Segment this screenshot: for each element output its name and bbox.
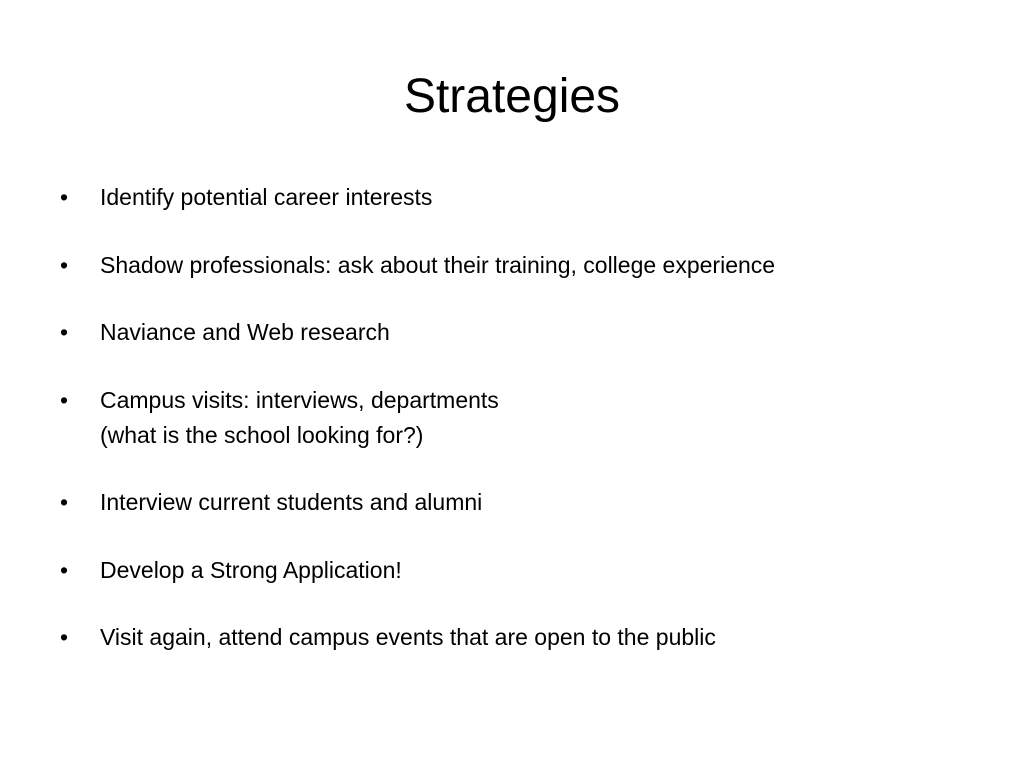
bullet-item xyxy=(56,553,976,588)
bullet-item xyxy=(56,485,976,520)
bullet-icon: • xyxy=(60,386,69,413)
bullet-text: Naviance and Web research xyxy=(100,319,390,345)
bullet-item xyxy=(56,248,976,283)
bullet-text: Visit again, attend campus events that are open to the public xyxy=(100,624,716,650)
bullet-item xyxy=(56,180,976,215)
bullet-item xyxy=(56,620,976,655)
bullet-item xyxy=(56,315,976,350)
bullet-text: Develop a Strong Application! xyxy=(100,556,402,583)
bullet-continuation-text: (what is the school looking for?) xyxy=(100,421,424,448)
bullet-icon: • xyxy=(60,251,69,278)
bullet-item xyxy=(56,383,976,453)
slide-title: Strategies xyxy=(403,70,621,123)
bullet-text: Interview current students and alumni xyxy=(100,489,483,515)
bullet-text: Identify potential career interests xyxy=(100,184,433,210)
bullet-icon: • xyxy=(60,624,69,650)
bullet-icon: • xyxy=(60,489,69,515)
bullet-icon: • xyxy=(60,184,69,210)
bullet-list xyxy=(56,180,976,688)
bullet-text: Campus visits: interviews, departments xyxy=(100,386,499,413)
bullet-text: Shadow professionals: ask about their training, college experience xyxy=(100,251,776,278)
bullet-icon: • xyxy=(60,319,69,345)
bullet-icon: • xyxy=(60,556,69,583)
